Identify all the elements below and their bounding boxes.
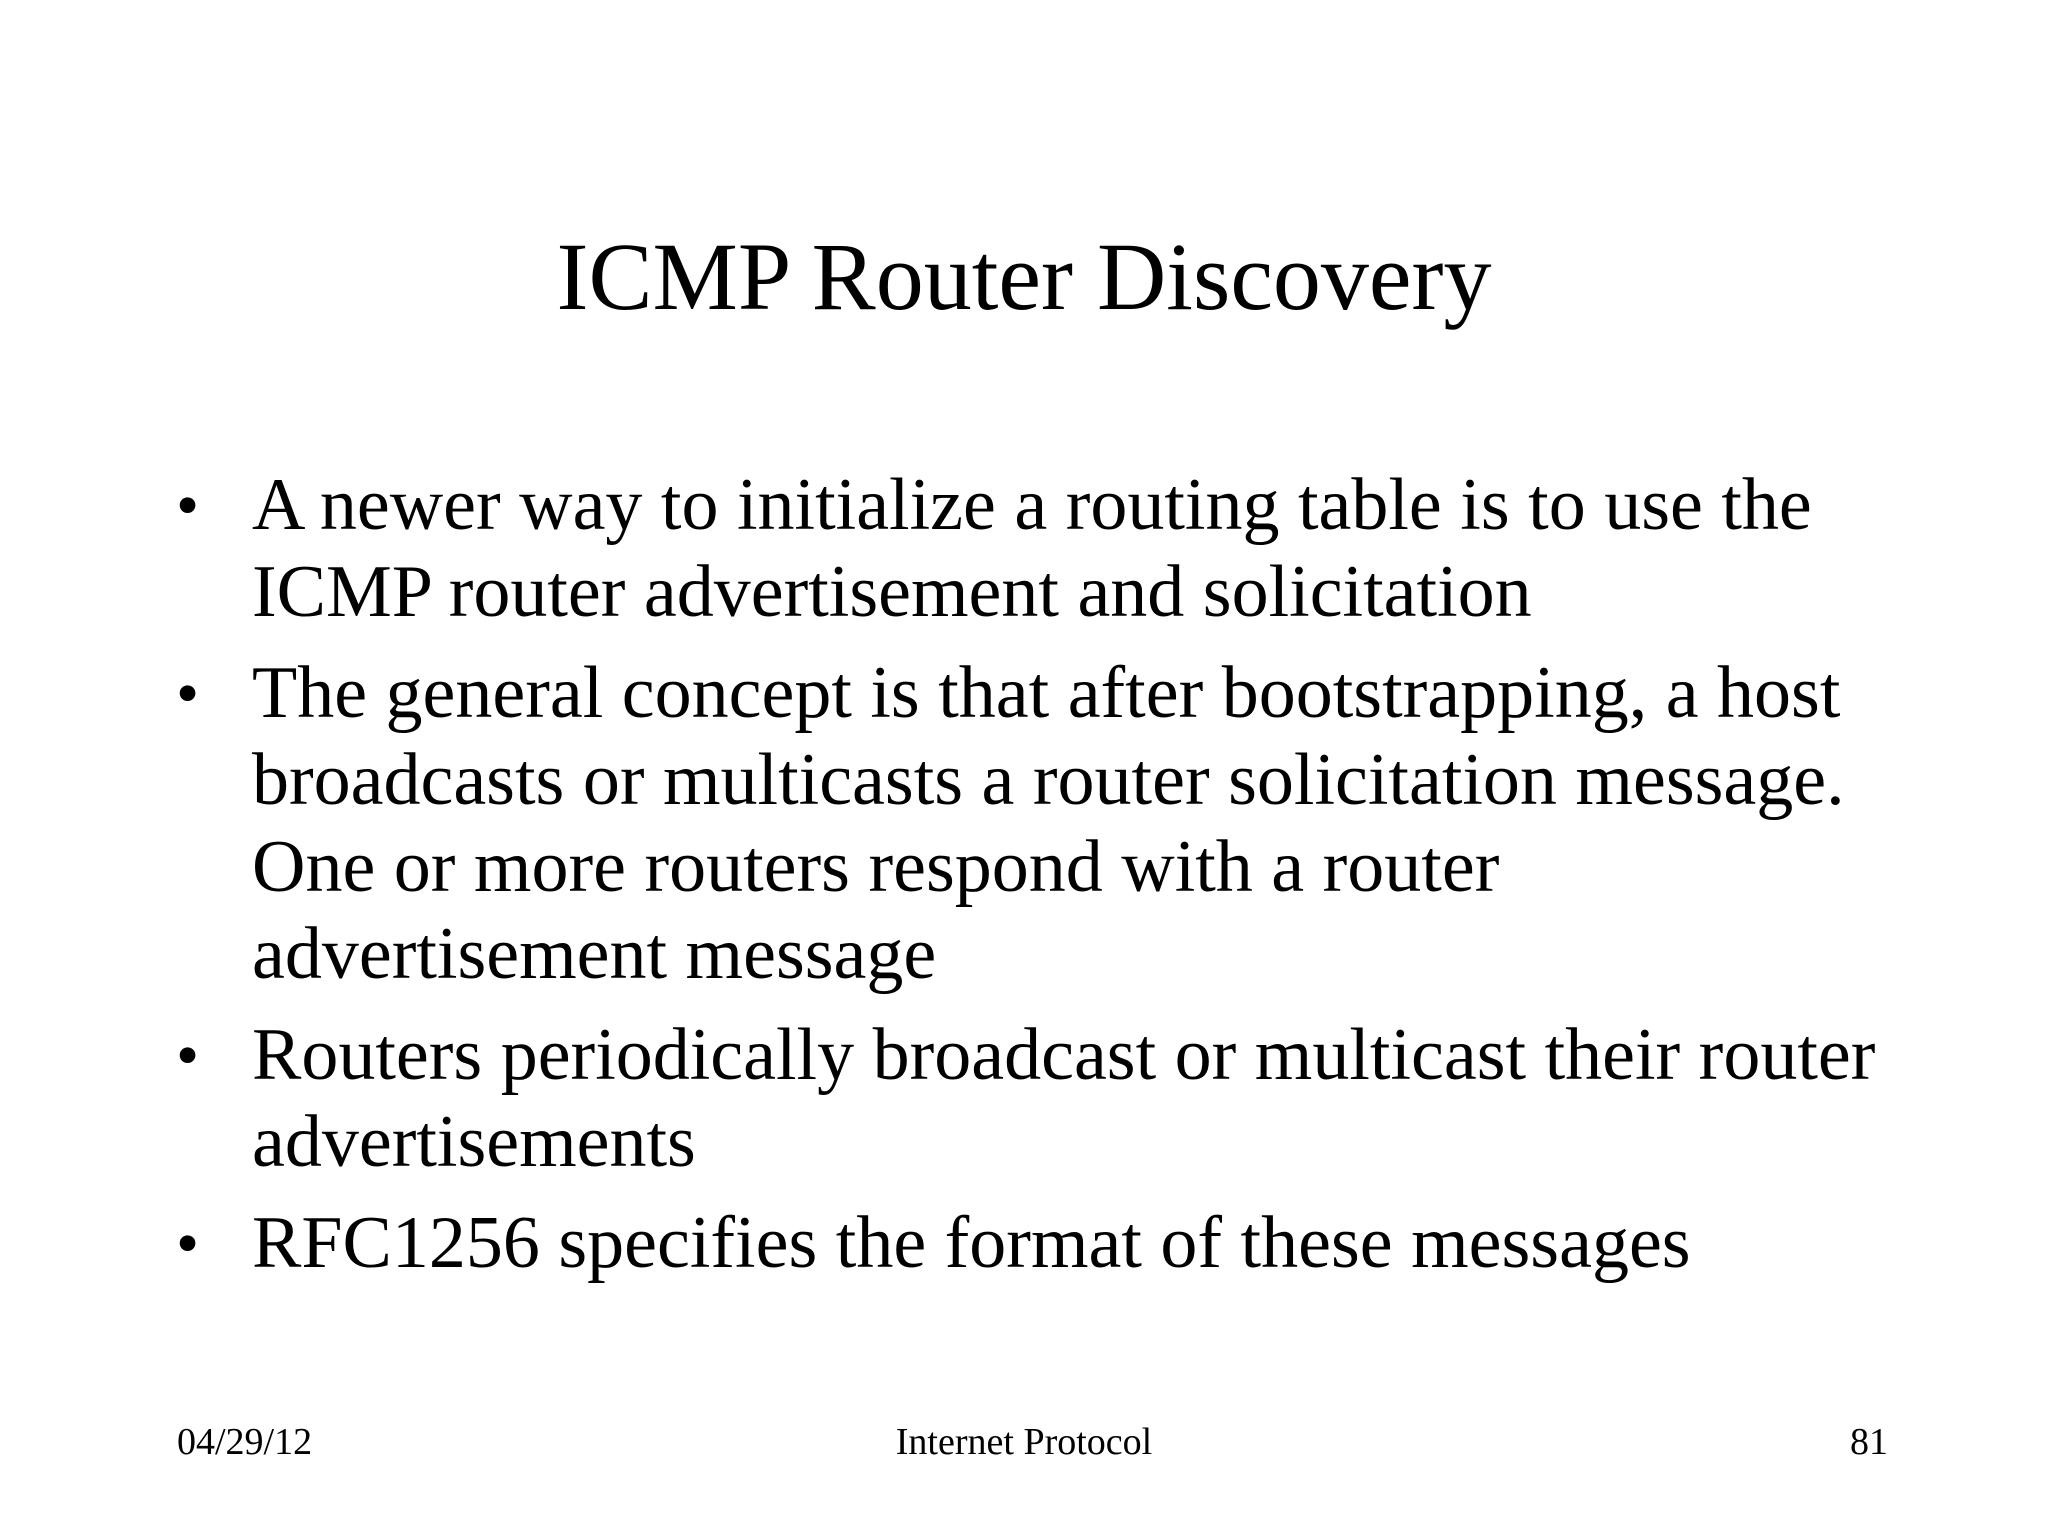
bullet-text: A newer way to initialize a routing table is to use the ICMP router advertisement and solicitation xyxy=(252,464,1812,633)
bullet-icon: • xyxy=(176,1207,200,1280)
bullet-text: RFC1256 specifies the format of these messages xyxy=(252,1202,1691,1284)
bullet-item xyxy=(176,1012,1896,1186)
footer-date: 04/29/12 xyxy=(177,1421,313,1463)
page-number: 81 xyxy=(1850,1421,1888,1463)
bullet-item xyxy=(176,650,1896,998)
bullet-list xyxy=(176,462,1896,1301)
bullet-text: The general concept is that after bootstrapping, a host broadcasts or multicasts a router solicitation message. One or more routers respond with a router advertisement message xyxy=(252,652,1845,995)
bullet-icon: • xyxy=(176,1019,200,1092)
slide-title: ICMP Router Discovery xyxy=(556,223,1492,330)
bullet-item xyxy=(176,462,1896,636)
bullet-icon: • xyxy=(176,657,200,730)
bullet-item xyxy=(176,1200,1896,1287)
bullet-text: Routers periodically broadcast or multicast their router advertisements xyxy=(252,1014,1876,1183)
bullet-icon: • xyxy=(176,469,200,542)
footer-title: Internet Protocol xyxy=(895,1421,1153,1463)
